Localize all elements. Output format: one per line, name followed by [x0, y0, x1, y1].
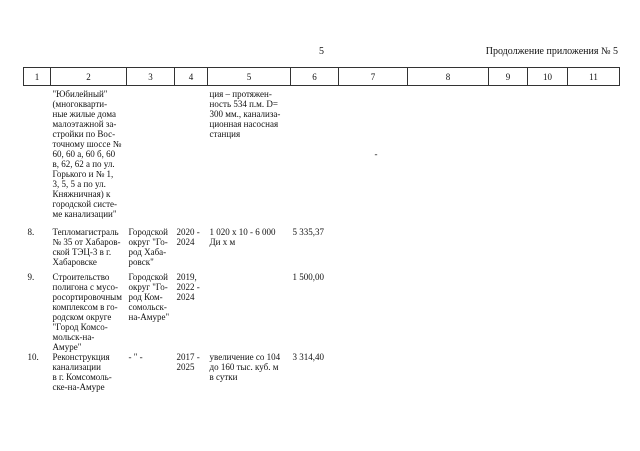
column-header-6: 6 [291, 68, 339, 86]
project-cost: 5 335,37 [292, 227, 324, 237]
implementation-years [175, 227, 208, 272]
project-name [51, 352, 127, 392]
stray-dash-mark [339, 86, 408, 228]
district-text: - " - [128, 352, 143, 362]
project-name-text: Тепломагистраль № 35 от Хабаров- ской ТЭЦ-3 в г. Хабаровске [52, 227, 121, 267]
column-header-7: 7 [339, 68, 408, 86]
column-header-2: 2 [51, 68, 127, 86]
district-text: Городской округ "Го- род Хаба- ровск" [128, 227, 168, 267]
municipal-district [127, 352, 175, 392]
empty-cell [528, 272, 568, 352]
project-name-text: Строительство полигона с мусо- росортировочным комплексом в го- родском округе "Город Комсо- мольск-на- Амуре" [52, 272, 122, 352]
project-cost: 3 314,40 [292, 352, 324, 362]
implementation-years [175, 86, 208, 228]
table-row [24, 272, 620, 352]
project-cost: 1 500,00 [292, 272, 324, 282]
row-number [24, 86, 51, 228]
empty-cell [489, 272, 528, 352]
empty-cell [568, 227, 620, 272]
empty-cell [568, 272, 620, 352]
empty-cell [568, 86, 620, 228]
column-header-3: 3 [127, 68, 175, 86]
capacity-description [208, 86, 291, 228]
table-row [24, 352, 620, 392]
investment-projects-table [23, 67, 620, 392]
years-text: 2020 - 2024 [176, 227, 200, 247]
table-row [24, 227, 620, 272]
empty-cell [528, 227, 568, 272]
dash-text: - [374, 149, 378, 159]
implementation-years [175, 272, 208, 352]
capacity-description [208, 227, 291, 272]
empty-cell [408, 352, 489, 392]
column-header-1: 1 [24, 68, 51, 86]
column-header-10: 10 [528, 68, 568, 86]
empty-cell [568, 352, 620, 392]
capacity-text: ция – протяжен- ность 534 п.м. D= 300 мм., канализа- ционная насосная станция [209, 89, 281, 139]
column-header-5: 5 [208, 68, 291, 86]
row-number: 10. [27, 352, 39, 362]
capacity-description [208, 352, 291, 392]
empty-cell [489, 86, 528, 228]
row-number: 8. [27, 227, 35, 237]
empty-cell [408, 86, 489, 228]
project-name-text: Реконструкция канализации в г. Комсомоль- ске-на-Амуре [52, 352, 112, 392]
capacity-description [208, 272, 291, 352]
column-header-9: 9 [489, 68, 528, 86]
empty-cell [528, 352, 568, 392]
years-text: 2017 - 2025 [176, 352, 200, 372]
empty-cell [408, 227, 489, 272]
years-text: 2019, 2022 - 2024 [176, 272, 200, 302]
municipal-district [127, 227, 175, 272]
page-number: 5 [319, 46, 324, 57]
row-number: 9. [27, 272, 35, 282]
empty-cell [489, 227, 528, 272]
project-cost [291, 86, 339, 228]
table-row [24, 86, 620, 228]
empty-cell [528, 86, 568, 228]
appendix-continuation-label: Продолжение приложения № 5 [485, 46, 618, 57]
empty-cell [339, 272, 408, 352]
column-header-8: 8 [408, 68, 489, 86]
district-text: Городской округ "Го- род Ком- сомольск- на-Амуре" [128, 272, 170, 322]
municipal-district [127, 86, 175, 228]
capacity-text: увеличение со 104 до 160 тыс. куб. м в сутки [209, 352, 281, 382]
project-name [51, 272, 127, 352]
column-header-11: 11 [568, 68, 620, 86]
municipal-district [127, 272, 175, 352]
empty-cell [339, 352, 408, 392]
capacity-text: 1 020 х 10 - 6 000 Ди х м [209, 227, 276, 247]
project-name-text: "Юбилейный" (многокварти- ные жилые дома малоэтажной за- стройки по Вос- точному шоссе № 60, 60 а, 60 б, 60 в, 62, 62 а по ул. Горького и № 1, 3, 5, 5 а по ул. Княжничная) к городской систе- ме канализации" [52, 89, 122, 219]
project-name [51, 227, 127, 272]
empty-cell [408, 272, 489, 352]
column-header-4: 4 [175, 68, 208, 86]
project-name [51, 86, 127, 228]
implementation-years [175, 352, 208, 392]
empty-cell [489, 352, 528, 392]
empty-cell [339, 227, 408, 272]
column-number-header-row [24, 68, 620, 86]
